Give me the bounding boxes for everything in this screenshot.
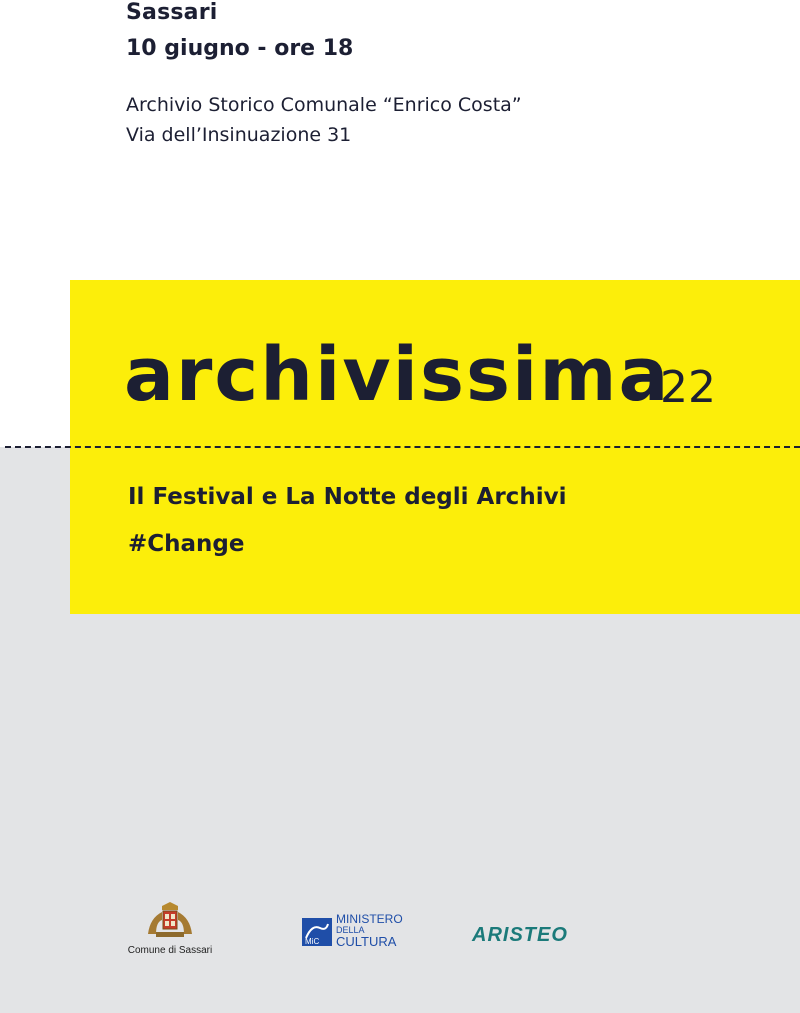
ministero-line2: DELLA <box>336 925 365 935</box>
aristeo-logo: ARISTEO <box>472 924 568 946</box>
brand-tagline: Il Festival e La Notte degli Archivi <box>128 484 567 510</box>
coat-of-arms-icon <box>142 902 198 942</box>
dashed-divider <box>5 446 800 448</box>
ministero-line3: CULTURA <box>336 934 397 949</box>
ministero-line1: MINISTERO <box>336 912 403 926</box>
comune-caption: Comune di Sassari <box>127 945 213 956</box>
event-city: Sassari <box>126 0 218 25</box>
event-date: 10 giugno - ore 18 <box>126 36 354 61</box>
brand-hashtag: #Change <box>128 531 245 557</box>
venue-address: Via dell’Insinuazione 31 <box>126 124 352 146</box>
ministero-cultura-logo <box>302 914 422 954</box>
mic-mark-icon <box>302 918 332 946</box>
brand-edition: 22 <box>660 362 716 413</box>
event-venue <box>126 90 522 150</box>
svg-text:MiC: MiC <box>305 937 320 946</box>
sponsor-logos <box>0 890 800 970</box>
brand-wordmark: archivissima <box>124 332 671 418</box>
venue-name: Archivio Storico Comunale “Enrico Costa” <box>126 94 522 116</box>
comune-di-sassari-logo <box>120 902 220 972</box>
ministero-text <box>336 914 403 947</box>
